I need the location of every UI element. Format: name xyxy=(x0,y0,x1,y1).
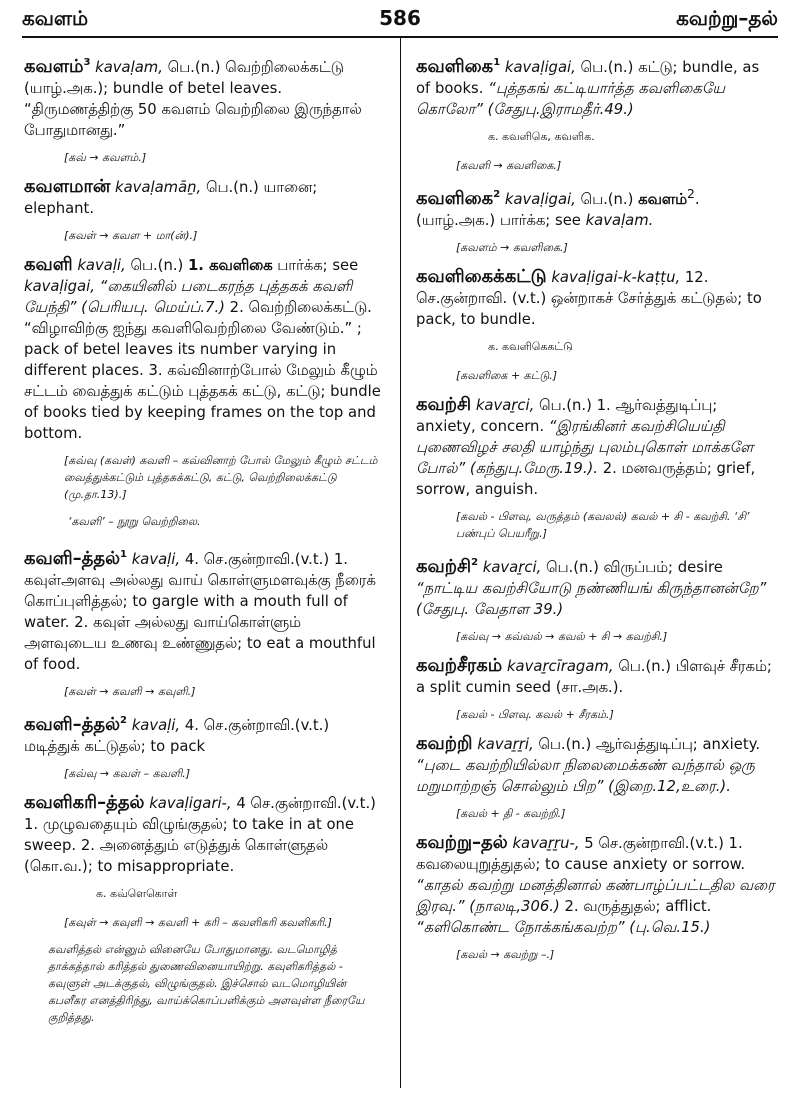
etymology: [கவளிகை + கட்டு.] xyxy=(456,369,558,382)
etymology: [கவல் - பிளவு, வருத்தம் (கவலல்) கவல் + சி - கவற்சி. ‘சி’ பண்புப் பெயரீறு.] xyxy=(456,510,750,540)
transliteration: kavaḷigai-k-kaṭṭu, xyxy=(551,269,681,286)
quotation: “புத்தகங் கட்டியார்த்த கவளிகையே கொலோ” (சேதுபு.இராமதீர்.49.) xyxy=(416,80,726,118)
transliteration: kavaṟci, xyxy=(475,397,535,414)
headword: கவளமான் xyxy=(24,176,111,197)
header-right-guide-word: கவற்று–தல் xyxy=(676,6,778,30)
usage-note: ‘கவளி’ – நூறு வெற்றிலை. xyxy=(68,515,201,528)
transliteration: kavaḷigai, xyxy=(504,59,576,76)
headword: கவளிகை xyxy=(416,188,494,209)
definition: 4 செ.குன்றாவி.(v.t.) 1. முழுவதையும் விழுங்குதல்; to take in at one sweep. 2. அனைத்தும் எடுத்துக் கொள்ளுதல் (கொ.வ.); to misappropriate. xyxy=(24,795,376,875)
entry-kavali xyxy=(24,254,384,530)
etymology: [கவ்வு → கவ்வல் → கவல் + சி → கவற்சி.] xyxy=(456,630,668,643)
definition: 5 செ.குன்றாவி.(v.t.) 1. கவலையுறுத்துதல்; to cause anxiety or sorrow. xyxy=(416,835,746,873)
entry-kavaligaikkattu xyxy=(416,266,776,384)
homograph-number: 2 xyxy=(120,715,127,726)
header-left-guide-word: கவளம் xyxy=(22,6,89,30)
definition: பெ.(n.) யானை; elephant. xyxy=(24,179,318,217)
definition: 2. வெற்றிலைக்கட்டு. “விழாவிற்கு ஐந்து கவளிவெற்றிலை வேண்டும்.” ; pack of betel leaves its number varying in different places. 3. கவ்வினாற்போல் மேலும் கீழும் சட்டம் வைத்துக் கட்டும் புத்தகக் கட்டு, கட்டு; bundle of books tied by keeping frames on the top and bottom. xyxy=(24,299,381,442)
etymology: [கவள் → கவளி → கவுளி.] xyxy=(64,685,196,698)
headword: கவற்று–தல் xyxy=(416,832,508,853)
definition: 2. வருத்துதல்; afflict. xyxy=(559,898,712,915)
headword: கவற்சி xyxy=(416,394,472,415)
definition: 4. செ.குன்றாவி.(v.t.) 1. கவுள்அளவு அல்லது வாய் கொள்ளுமளவுக்கு நீரைக் கொப்புளித்தல்; to gargle with a mouth full of water. 2. கவுள் அல்லது வாய்கொள்ளும் அளவுடைய உணவு உண்ணுதல்; to eat a mouthful of food. xyxy=(24,551,376,673)
transliteration: kavaṟcīragam, xyxy=(506,658,614,675)
entry-kavarri xyxy=(416,733,776,822)
etymology: [கவல் + தி - கவற்றி.] xyxy=(456,807,566,820)
entry-kavarruthal xyxy=(416,832,776,963)
entry-kavalaman xyxy=(24,176,384,244)
etymology: [கவல் → கவற்று –.] xyxy=(456,948,555,961)
etymology: [கவளி → கவளிகை.] xyxy=(456,159,562,172)
definition: பெ.(n.) வெற்றிலைக்கட்டு (யாழ்.அக.); bundle of betel leaves. xyxy=(24,59,344,97)
left-column xyxy=(24,52,384,1094)
right-column xyxy=(416,52,776,1094)
transliteration: kavaḷi, xyxy=(77,257,126,274)
entry-kavalithal1 xyxy=(24,544,384,700)
homograph-number: 2 xyxy=(471,557,479,568)
etymology: [கவ் → கவளம்.] xyxy=(64,151,147,164)
cross-reference: 1. கவளிகை xyxy=(188,257,273,274)
headword: கவளிகை xyxy=(416,56,494,77)
etymology: [கவ்வு → கவள் – கவளி.] xyxy=(64,767,191,780)
entry-kavarci1 xyxy=(416,394,776,542)
definition: பெ.(n.) xyxy=(575,191,639,208)
entry-kavaligai1 xyxy=(416,52,776,174)
definition: பெ.(n.) பிளவுச் சீரகம்; a split cumin seed (சா.அக.). xyxy=(416,658,772,696)
definition: பெ.(n.) 1. ஆர்வத்துடிப்பு; anxiety, concern. xyxy=(416,397,718,435)
cognate: க. கவளிகெ, கவளிக. xyxy=(488,130,595,143)
transliteration: kavaṟci, xyxy=(482,559,542,576)
transliteration: kavaṟṟi, xyxy=(477,736,534,753)
transliteration: kavaḷi, xyxy=(131,717,181,734)
transliteration: kavaḷigai, xyxy=(24,278,95,295)
transliteration: kavaḷam, xyxy=(95,59,163,76)
headword: கவளி–த்தல் xyxy=(24,548,121,569)
etymology: [கவல் - பிளவு. கவல் + சீரகம்.] xyxy=(456,708,614,721)
transliteration: kavaḷi, xyxy=(131,551,181,568)
usage-note: கவளித்தல் என்னும் வினையே போதுமானது. வடமொழித் தாக்கத்தால் கரித்தல் துணைவினையாயிற்று. கவுளிகரித்தல் - கவுளுள் அடக்குதல், விழுங்குதல். இச்சொல் வடமொழியின் கபளீகர எனத்திரிந்து, வாய்க்கொப்பளிக்கும் அளவுள்ள நீரையே குறித்தது. xyxy=(48,943,365,1024)
cross-reference: கவளம் xyxy=(638,191,687,208)
transliteration: kavaḷam. xyxy=(585,212,654,229)
etymology: [கவள் → கவள + மா(ன்).] xyxy=(64,229,198,242)
definition: பார்க்க; see xyxy=(272,257,359,274)
etymology: [கவளம் → கவளிகை.] xyxy=(456,241,568,254)
cognate: க. கவளிகெகட்டு xyxy=(488,340,573,353)
column-divider xyxy=(400,38,401,1088)
etymology: [கவ்வு (கவள்) கவளி – கவ்வினாற் போல் மேலும் கீழும் சட்டம் வைத்துக்கட்டும் புத்தகக்கட்டு, கட்டு, வெற்றிலைக்கட்டு (மு.தா.13).] xyxy=(64,454,378,501)
definition: பெ.(n.) xyxy=(125,257,189,274)
headword: கவற்சீரகம் xyxy=(416,655,503,676)
definition: பெ.(n.) ஆர்வத்துடிப்பு; anxiety. xyxy=(533,736,761,753)
headword: கவளம் xyxy=(24,56,84,77)
definition: 4. செ.குன்றாவி.(v.t.) மடித்துக் கட்டுதல்; to pack xyxy=(24,717,330,755)
headword: கவற்சி xyxy=(416,556,472,577)
quotation: “நாட்டிய கவற்சியோடு நண்ணியங் கிருந்தானன்றே” (சேதுபு. வேதாள 39.) xyxy=(416,580,767,618)
entry-kavarci2 xyxy=(416,552,776,645)
transliteration: kavaṟṟu-, xyxy=(512,835,580,852)
transliteration: kavaḷamāṉ, xyxy=(115,179,202,196)
headword: கவளி–த்தல் xyxy=(24,714,121,735)
entry-kavaligarithal xyxy=(24,792,384,1026)
definition: பெ.(n.) விருப்பம்; desire xyxy=(541,559,723,576)
headword: கவற்றி xyxy=(416,733,473,754)
definition: பெ.(n.) கட்டு; bundle, as of books. xyxy=(416,59,760,97)
cross-reference-number: 2 xyxy=(687,187,695,202)
quotation: “காதல் கவற்று மனத்தினால் கண்பாழ்ப்பட்டதில வரை இரவு.” (நாலடி,306.) xyxy=(416,877,775,915)
definition: . (யாழ்.அக.) பார்க்க; see xyxy=(416,191,700,229)
entry-kavarciragam xyxy=(416,655,776,723)
page-header xyxy=(22,4,778,34)
homograph-number: 1 xyxy=(493,57,501,68)
quotation: “இரங்கினர் கவற்சியெய்தி புணைவிழச் சலதி யாழ்ந்து புலம்புகொள் மாக்களே போல்” (கந்துபு.மேரு.19.). xyxy=(416,418,754,477)
quotation: “திருமணத்திற்கு 50 கவளம் வெற்றிலை இருந்தால் போதுமானது.” xyxy=(24,101,362,139)
homograph-number: 2 xyxy=(493,189,501,200)
headword: கவளிகைக்கட்டு xyxy=(416,266,547,287)
quotation: “களிகொண்ட நோக்கங்கவற்ற” (பு.வெ.15.) xyxy=(416,919,711,936)
homograph-number: 3 xyxy=(83,57,91,68)
headword: கவளி xyxy=(24,254,73,275)
homograph-number: 1 xyxy=(120,549,127,560)
etymology: [கவுள் → கவுளி → கவளி + கரி – கவளிகரி கவளிகரி.] xyxy=(64,916,332,929)
cognate: க. கவ்ளெகொள் xyxy=(96,887,178,900)
transliteration: kavaḷigari-, xyxy=(149,795,232,812)
page-number: 586 xyxy=(379,6,421,30)
entry-kavalithal2 xyxy=(24,710,384,782)
entry-kavalam3 xyxy=(24,52,384,166)
definition: 2. மனவருத்தம்; grief, sorrow, anguish. xyxy=(416,460,756,498)
quotation: “கையினில் படைகரந்த புத்தகக் கவளி யேந்தி” (பெரியபு. மெய்ப்.7.) xyxy=(24,278,353,316)
transliteration: kavaḷigai, xyxy=(504,191,576,208)
quotation: “புடை கவற்றியில்லா நிலைமைக்கண் வந்தால் ஒரு மறுமாற்றஞ் சொல்லும் பிற” (இறை.12,உரை.). xyxy=(416,757,755,795)
headword: கவளிகரி–த்தல் xyxy=(24,792,145,813)
entry-kavaligai2 xyxy=(416,184,776,256)
definition: 12. செ.குன்றாவி. (v.t.) ஒன்றாகச் சேர்த்துக் கட்டுதல்; to pack, to bundle. xyxy=(416,269,762,328)
